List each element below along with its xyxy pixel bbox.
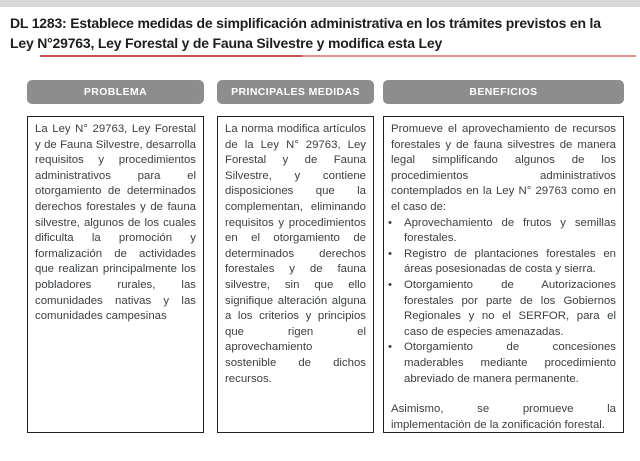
beneficios-box: [383, 116, 624, 433]
problema-text: La Ley N° 29763, Ley Forestal y de Fauna Silvestre, desarrolla requisitos y procedimientos administrativos para el otorgamiento de determinados derechos forestales y de fauna silvestre, algunos de los cuales dificulta la promoción y formalización de actividades que realizan principalmente los pobladores rurales, las comunidades nativas y las comunidades campesinas: [35, 123, 196, 323]
bullet-item: • Registro de plantaciones forestales en áreas posesionadas de costa y sierra.: [391, 247, 616, 278]
bullet-item: • Otorgamiento de concesiones maderables mediante procedimiento abreviado de manera permanente.: [391, 340, 616, 387]
title-underline: [40, 55, 636, 57]
window-top-strip: [0, 0, 640, 7]
beneficios-bullet-list: [391, 216, 616, 388]
beneficios-footer-line-1: Asimismo, se promueve la: [391, 403, 616, 416]
principales-medidas-text: La norma modifica artículos de la Ley N° 29763, Ley Forestal y de Fauna Silvestre, y contiene disposiciones que la complementan, eliminando requisitos y procedimientos en el otorgamiento de determinados derechos forestales y de fauna silvestre, sin que ello signifique alteración alguna a los criterios y principios que rigen el aprovechamiento sostenible de dichos recursos.: [225, 123, 366, 385]
beneficios-intro-text: Promueve el aprovechamiento de recursos forestales y de fauna silvestres de manera legal simplificando algunos de los procedimientos administrativos contemplados en la Ley N° 29763 como en el caso de:: [391, 123, 616, 213]
column-header-beneficios: BENEFICIOS: [383, 80, 624, 104]
beneficios-footer-line-2: implementación de la zonificación forestal.: [391, 418, 606, 431]
slide-title-line-1: DL 1283: Establece medidas de simplificación administrativa en los trámites previstos en la: [10, 15, 601, 31]
bullet-item: • Aprovechamiento de frutos y semillas forestales.: [391, 216, 616, 247]
slide-title-line-2: Ley N°29763, Ley Forestal y de Fauna Silvestre y modifica esta Ley: [10, 35, 443, 51]
beneficios-footer: [391, 402, 616, 433]
slide-title: [10, 13, 634, 53]
problema-box: [27, 116, 204, 433]
bullet-item: • Otorgamiento de Autorizaciones forestales por parte de los Gobiernos Regionales y no el SERFOR, para el caso de especies amenazadas.: [391, 278, 616, 340]
principales-medidas-box: [217, 116, 374, 433]
column-header-problema: PROBLEMA: [27, 80, 204, 104]
column-header-principales-medidas: PRINCIPALES MEDIDAS: [217, 80, 374, 104]
